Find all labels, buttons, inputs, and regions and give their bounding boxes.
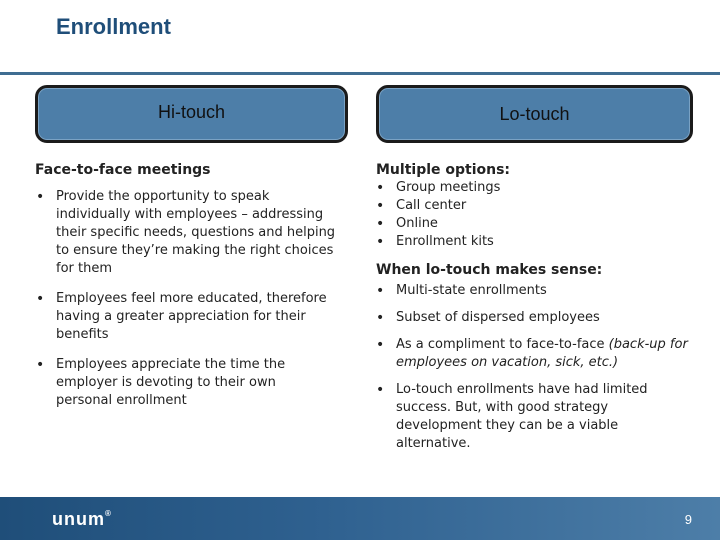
- hi-touch-label: Hi-touch: [157, 102, 226, 122]
- logo-text: unum: [52, 509, 105, 529]
- list-item: • Subset of dispersed employees: [376, 309, 694, 327]
- italic-note: (back-up for employees on vacation, sick, etc.): [396, 337, 688, 370]
- list-item: [376, 336, 694, 372]
- registered-mark: ®: [105, 509, 112, 518]
- lo-touch-label: Lo-touch: [499, 104, 570, 124]
- lo-touch-sense-list: [376, 282, 694, 462]
- list-item: • Multi-state enrollments: [376, 282, 694, 300]
- list-item: • Employees feel more educated, therefore having a greater appreciation for their benefits: [36, 290, 336, 344]
- hi-touch-heading: Face-to-face meetings: [35, 162, 211, 178]
- unum-logo: [52, 509, 112, 530]
- lo-touch-header: [376, 85, 693, 143]
- list-item: • Call center: [376, 197, 676, 215]
- list-item: • Provide the opportunity to speak individually with employees – addressing their specific needs, questions and helping to ensure they’re making the right choices for them: [36, 188, 336, 278]
- hi-touch-bullet-list: [36, 188, 336, 422]
- list-item: • Online: [376, 215, 676, 233]
- hi-touch-header: [35, 85, 348, 143]
- lo-touch-heading: Multiple options:: [376, 162, 511, 178]
- title-divider: [0, 72, 720, 75]
- list-item: • Enrollment kits: [376, 233, 676, 251]
- footer-bar: [0, 497, 720, 540]
- list-item: • Employees appreciate the time the employer is devoting to their own personal enrollment: [36, 356, 336, 410]
- page-number: 9: [684, 512, 692, 527]
- lo-touch-sense-heading: When lo-touch makes sense:: [376, 262, 603, 278]
- compliment-text: As a compliment to face-to-face: [396, 337, 609, 352]
- slide-title: Enrollment: [56, 14, 171, 39]
- lo-touch-options-list: [376, 179, 676, 251]
- list-item: • Group meetings: [376, 179, 676, 197]
- list-item: • Lo-touch enrollments have had limited success. But, with good strategy development they can be a viable alternative.: [376, 381, 694, 453]
